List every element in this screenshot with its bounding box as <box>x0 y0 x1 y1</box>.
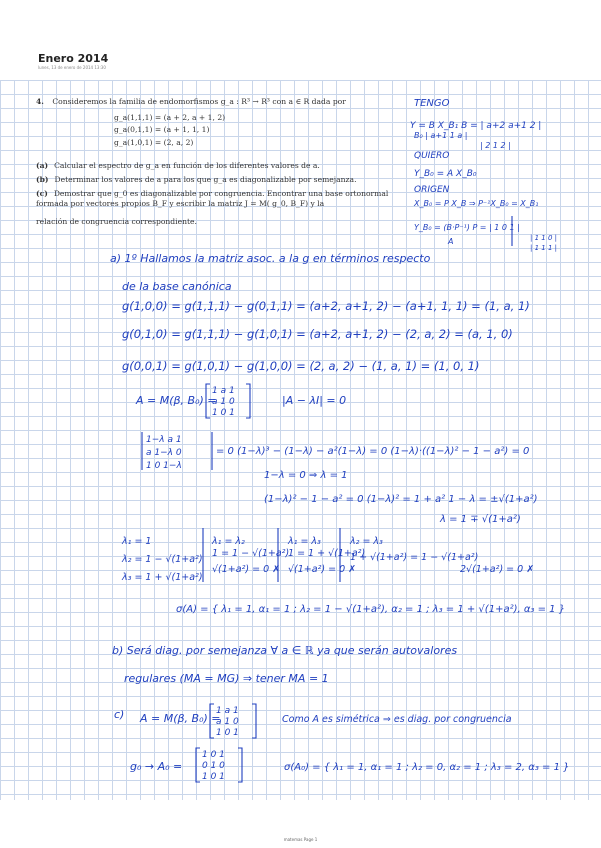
case-item: λ₁ = λ₃ <box>288 536 321 547</box>
case-item: √(1+a²) = 0 ✗ <box>288 564 357 575</box>
case-item: 2√(1+a²) = 0 ✗ <box>460 564 535 575</box>
matrix-row: 1 0 1 <box>212 408 235 418</box>
matrix-row: a 1 0 <box>212 397 235 407</box>
note-root2b: λ = 1 ∓ √(1+a²) <box>440 514 521 525</box>
note-matrix-a: A = M(β, B₀) = <box>136 394 217 407</box>
note-side: | 1 1 1 | <box>530 244 557 252</box>
matrix-row: 1 0 1 <box>202 750 225 760</box>
note-a-intro: a) 1º Hallamos la matriz asoc. a la g en términos respecto <box>110 252 431 265</box>
case-item: 1 = 1 + √(1+a²) <box>288 548 366 559</box>
note-side: | 2 1 2 | <box>480 141 511 150</box>
matrix-row: 1 0 1 <box>202 772 225 782</box>
case-item: 1 = 1 − √(1+a²) <box>212 548 290 559</box>
part-a: (a) Calcular el espectro de g_a en función de los diferentes valores de a. <box>36 161 320 171</box>
note-c-matrix: A = M(β, B₀) = <box>140 712 221 725</box>
note-c-label: c) <box>114 708 125 721</box>
case-item: λ₁ = 1 <box>122 536 152 547</box>
det-row: 1−λ a 1 <box>146 435 182 445</box>
page-footer: matemas Page 1 <box>283 837 318 842</box>
part-b: (b) Determinar los valores de a para los que g_a es diagonalizable por semejanza. <box>36 175 357 185</box>
matrix-row: 1 0 1 <box>216 728 239 738</box>
equation: g_a(1,0,1) = (2, a, 2) <box>114 137 194 147</box>
matrix-row: a 1 0 <box>216 717 239 727</box>
note-root2: (1−λ)² − 1 − a² = 0 (1−λ)² = 1 + a² 1 − λ = ±√(1+a²) <box>264 494 538 505</box>
matrix-row: 1 a 1 <box>212 386 235 396</box>
equation: g_a(0,1,1) = (a + 1, 1, 1) <box>114 125 210 135</box>
page-date: lunes, 13 de enero de 2014 13:30 <box>38 65 106 70</box>
note-side: Y_B₀ = (B·P⁻¹) P = | 1 0 1 | <box>414 223 520 232</box>
case-item: √(1+a²) = 0 ✗ <box>212 564 281 575</box>
det-row: 1 0 1−λ <box>146 461 182 471</box>
note-b: b) Será diag. por semejanza ∀ a ∈ ℝ ya que serán autovalores <box>112 644 458 657</box>
equation: g_a(1,1,1) = (a + 2, a + 1, 2) <box>114 113 226 122</box>
case-item: λ₁ = λ₂ <box>212 536 245 547</box>
note-g3: g(0,0,1) = g(1,0,1) − g(1,0,0) = (2, a, 2) − (1, a, 1) = (1, 0, 1) <box>122 359 480 373</box>
note-side: TENGO <box>414 98 450 109</box>
matrix-row: 0 1 0 <box>202 761 225 771</box>
note-a-intro: de la base canónica <box>122 280 232 293</box>
note-root1: 1−λ = 0 ⇒ λ = 1 <box>264 470 348 481</box>
matrix-row: 1 a 1 <box>216 706 239 716</box>
page-title: Enero 2014 <box>38 52 109 65</box>
problem-number: 4. <box>36 97 44 106</box>
note-side: B₀ | a+1 1 a | <box>414 131 468 140</box>
note-char-eq: |A − λI| = 0 <box>282 394 347 407</box>
case-item: 1 + √(1+a²) = 1 − √(1+a²) <box>350 552 479 563</box>
case-item: λ₂ = λ₃ <box>350 536 383 547</box>
note-side: Y = B X_B₁ B = | a+2 a+1 2 | <box>410 121 542 131</box>
note-side: A <box>448 237 454 246</box>
note-det-eq: = 0 (1−λ)³ − (1−λ) − a²(1−λ) = 0 (1−λ)·((1−λ)² − 1 − a²) = 0 <box>216 446 530 457</box>
note-b2: regulares (MA = MG) ⇒ tener MA = 1 <box>124 672 329 685</box>
note-side: QUIERO <box>414 151 450 161</box>
case-item: λ₂ = 1 − √(1+a²) <box>122 554 203 565</box>
note-side: Y_B₀ = A X_B₀ <box>414 169 477 179</box>
note-g2: g(0,1,0) = g(1,1,1) − g(1,0,1) = (a+2, a+1, 2) − (2, a, 2) = (a, 1, 0) <box>122 327 513 341</box>
part-c-continuation: relación de congruencia correspondiente. <box>36 217 197 227</box>
note-spectrum: σ(A) = { λ₁ = 1, α₁ = 1 ; λ₂ = 1 − √(1+a²), α₂ = 1 ; λ₃ = 1 + √(1+a²), α₃ = 1 } <box>176 604 566 615</box>
note-g0-spectrum: σ(A₀) = { λ₁ = 1, α₁ = 1 ; λ₂ = 0, α₂ = 1 ; λ₃ = 2, α₃ = 1 } <box>284 762 570 773</box>
part-c: (c) Demostrar que g_0 es diagonalizable por congruencia. Encontrar una base ortonormal formada por vectores propios B_F y escribir la matriz J = M( g_0, B_F) y la <box>36 189 389 209</box>
note-g0: g₀ → A₀ = <box>130 760 183 773</box>
note-side: | 1 1 0 | <box>530 234 557 242</box>
problem-text: Consideremos la familia de endomorfismos g_a : R³ → R³ con a ∈ R dada por <box>52 97 346 106</box>
note-g1: g(1,0,0) = g(1,1,1) − g(0,1,1) = (a+2, a+1, 2) − (a+1, 1, 1) = (1, a, 1) <box>122 299 530 313</box>
note-side: X_B₀ = P X_B ⇒ P⁻¹X_B₀ = X_B₁ <box>414 199 539 208</box>
det-row: a 1−λ 0 <box>146 448 182 458</box>
note-side: ORIGEN <box>414 185 450 195</box>
note-c-symmetric: Como A es simétrica ⇒ es diag. por congruencia <box>282 714 512 725</box>
case-item: λ₃ = 1 + √(1+a²) <box>122 572 203 583</box>
